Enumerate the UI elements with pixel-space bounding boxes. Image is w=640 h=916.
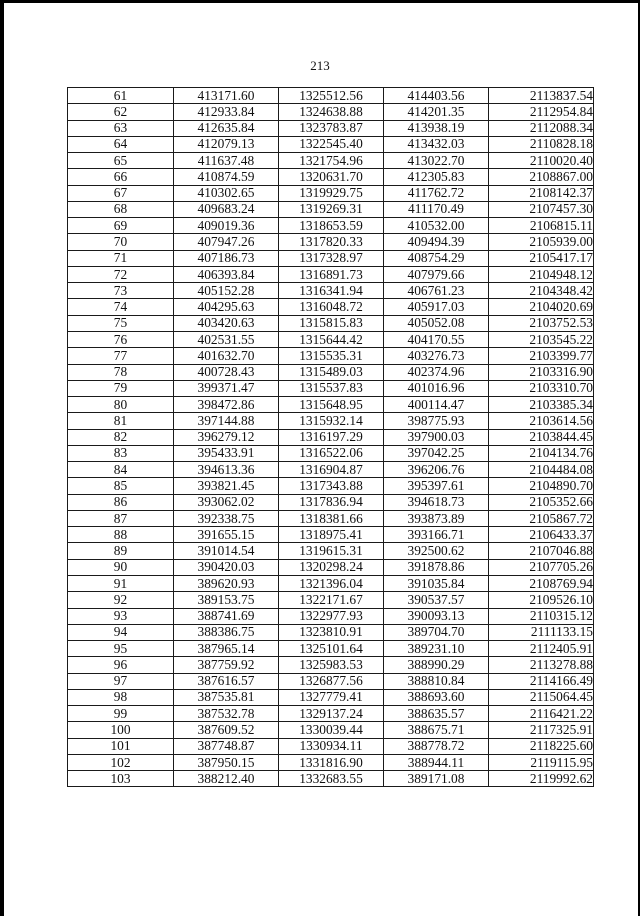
x-coord-1-cell: 403420.63	[174, 315, 279, 331]
x-coord-1-cell: 400728.43	[174, 364, 279, 380]
y-coord-2-cell: 2114166.49	[489, 673, 594, 689]
table-row	[68, 234, 594, 250]
y-coord-1-cell: 1316904.87	[279, 462, 384, 478]
table-row	[68, 592, 594, 608]
point-number-cell: 74	[68, 299, 174, 315]
x-coord-2-cell: 390093.13	[384, 608, 489, 624]
y-coord-1-cell: 1318975.41	[279, 527, 384, 543]
x-coord-2-cell: 410532.00	[384, 218, 489, 234]
table-row	[68, 331, 594, 347]
y-coord-2-cell: 2113278.88	[489, 657, 594, 673]
y-coord-1-cell: 1319929.75	[279, 185, 384, 201]
x-coord-1-cell: 410302.65	[174, 185, 279, 201]
x-coord-1-cell: 388741.69	[174, 608, 279, 624]
x-coord-1-cell: 413171.60	[174, 88, 279, 104]
x-coord-2-cell: 389171.08	[384, 771, 489, 787]
x-coord-2-cell: 413432.03	[384, 136, 489, 152]
y-coord-2-cell: 2105867.72	[489, 510, 594, 526]
x-coord-1-cell: 401632.70	[174, 348, 279, 364]
scan-edge-top	[0, 0, 640, 3]
y-coord-1-cell: 1315537.83	[279, 380, 384, 396]
table-row	[68, 543, 594, 559]
y-coord-2-cell: 2109526.10	[489, 592, 594, 608]
point-number-cell: 84	[68, 462, 174, 478]
y-coord-2-cell: 2104020.69	[489, 299, 594, 315]
x-coord-1-cell: 388386.75	[174, 624, 279, 640]
table-row	[68, 201, 594, 217]
table-row	[68, 364, 594, 380]
x-coord-2-cell: 391035.84	[384, 575, 489, 591]
y-coord-1-cell: 1315489.03	[279, 364, 384, 380]
table-row	[68, 754, 594, 770]
point-number-cell: 64	[68, 136, 174, 152]
y-coord-1-cell: 1324638.88	[279, 104, 384, 120]
table-row	[68, 218, 594, 234]
y-coord-1-cell: 1319269.31	[279, 201, 384, 217]
x-coord-1-cell: 407947.26	[174, 234, 279, 250]
y-coord-2-cell: 2104348.42	[489, 283, 594, 299]
y-coord-1-cell: 1316048.72	[279, 299, 384, 315]
y-coord-2-cell: 2106815.11	[489, 218, 594, 234]
x-coord-1-cell: 393821.45	[174, 478, 279, 494]
y-coord-2-cell: 2108769.94	[489, 575, 594, 591]
x-coord-1-cell: 389620.93	[174, 575, 279, 591]
x-coord-1-cell: 398472.86	[174, 397, 279, 413]
y-coord-2-cell: 2103310.70	[489, 380, 594, 396]
scan-edge-left	[0, 0, 4, 916]
table-row	[68, 462, 594, 478]
point-number-cell: 100	[68, 722, 174, 738]
x-coord-2-cell: 411170.49	[384, 201, 489, 217]
x-coord-1-cell: 396279.12	[174, 429, 279, 445]
y-coord-1-cell: 1325983.53	[279, 657, 384, 673]
y-coord-2-cell: 2117325.91	[489, 722, 594, 738]
point-number-cell: 99	[68, 706, 174, 722]
table-row	[68, 104, 594, 120]
x-coord-2-cell: 389704.70	[384, 624, 489, 640]
x-coord-2-cell: 397900.03	[384, 429, 489, 445]
table-row	[68, 624, 594, 640]
y-coord-2-cell: 2108142.37	[489, 185, 594, 201]
y-coord-1-cell: 1317836.94	[279, 494, 384, 510]
x-coord-1-cell: 389153.75	[174, 592, 279, 608]
x-coord-2-cell: 388675.71	[384, 722, 489, 738]
y-coord-1-cell: 1316341.94	[279, 283, 384, 299]
point-number-cell: 94	[68, 624, 174, 640]
x-coord-2-cell: 393873.89	[384, 510, 489, 526]
y-coord-1-cell: 1315648.95	[279, 397, 384, 413]
y-coord-1-cell: 1332683.55	[279, 771, 384, 787]
table-row	[68, 153, 594, 169]
x-coord-2-cell: 405052.08	[384, 315, 489, 331]
y-coord-2-cell: 2103316.90	[489, 364, 594, 380]
y-coord-2-cell: 2105352.66	[489, 494, 594, 510]
y-coord-1-cell: 1315815.83	[279, 315, 384, 331]
x-coord-1-cell: 404295.63	[174, 299, 279, 315]
y-coord-2-cell: 2105939.00	[489, 234, 594, 250]
point-number-cell: 65	[68, 153, 174, 169]
x-coord-2-cell: 396206.76	[384, 462, 489, 478]
y-coord-2-cell: 2111133.15	[489, 624, 594, 640]
x-coord-2-cell: 388635.57	[384, 706, 489, 722]
coordinates-table	[67, 87, 594, 787]
table-row	[68, 283, 594, 299]
x-coord-1-cell: 399371.47	[174, 380, 279, 396]
y-coord-1-cell: 1326877.56	[279, 673, 384, 689]
y-coord-2-cell: 2110020.40	[489, 153, 594, 169]
table-row	[68, 673, 594, 689]
y-coord-2-cell: 2119992.62	[489, 771, 594, 787]
x-coord-1-cell: 393062.02	[174, 494, 279, 510]
y-coord-2-cell: 2113837.54	[489, 88, 594, 104]
point-number-cell: 92	[68, 592, 174, 608]
y-coord-1-cell: 1319615.31	[279, 543, 384, 559]
x-coord-1-cell: 409683.24	[174, 201, 279, 217]
table-row	[68, 315, 594, 331]
x-coord-1-cell: 387759.92	[174, 657, 279, 673]
x-coord-1-cell: 411637.48	[174, 153, 279, 169]
y-coord-1-cell: 1318653.59	[279, 218, 384, 234]
point-number-cell: 77	[68, 348, 174, 364]
point-number-cell: 75	[68, 315, 174, 331]
y-coord-1-cell: 1317343.88	[279, 478, 384, 494]
point-number-cell: 79	[68, 380, 174, 396]
table-row	[68, 348, 594, 364]
y-coord-1-cell: 1322545.40	[279, 136, 384, 152]
table-row	[68, 527, 594, 543]
point-number-cell: 76	[68, 331, 174, 347]
x-coord-2-cell: 406761.23	[384, 283, 489, 299]
x-coord-2-cell: 390537.57	[384, 592, 489, 608]
y-coord-2-cell: 2115064.45	[489, 689, 594, 705]
point-number-cell: 71	[68, 250, 174, 266]
y-coord-2-cell: 2104948.12	[489, 266, 594, 282]
y-coord-1-cell: 1316197.29	[279, 429, 384, 445]
point-number-cell: 81	[68, 413, 174, 429]
point-number-cell: 68	[68, 201, 174, 217]
x-coord-1-cell: 397144.88	[174, 413, 279, 429]
table-row	[68, 266, 594, 282]
point-number-cell: 101	[68, 738, 174, 754]
x-coord-2-cell: 407979.66	[384, 266, 489, 282]
x-coord-1-cell: 395433.91	[174, 445, 279, 461]
table-row	[68, 722, 594, 738]
y-coord-1-cell: 1327779.41	[279, 689, 384, 705]
point-number-cell: 67	[68, 185, 174, 201]
x-coord-2-cell: 395397.61	[384, 478, 489, 494]
y-coord-2-cell: 2103545.22	[489, 331, 594, 347]
table-row	[68, 608, 594, 624]
y-coord-1-cell: 1320631.70	[279, 169, 384, 185]
table-row	[68, 136, 594, 152]
table-row	[68, 738, 594, 754]
y-coord-2-cell: 2107457.30	[489, 201, 594, 217]
y-coord-2-cell: 2107046.88	[489, 543, 594, 559]
y-coord-2-cell: 2118225.60	[489, 738, 594, 754]
table-row	[68, 641, 594, 657]
table-row	[68, 88, 594, 104]
x-coord-2-cell: 412305.83	[384, 169, 489, 185]
x-coord-1-cell: 387535.81	[174, 689, 279, 705]
point-number-cell: 63	[68, 120, 174, 136]
y-coord-1-cell: 1329137.24	[279, 706, 384, 722]
x-coord-1-cell: 392338.75	[174, 510, 279, 526]
point-number-cell: 97	[68, 673, 174, 689]
point-number-cell: 85	[68, 478, 174, 494]
y-coord-1-cell: 1315644.42	[279, 331, 384, 347]
x-coord-2-cell: 388810.84	[384, 673, 489, 689]
x-coord-2-cell: 388990.29	[384, 657, 489, 673]
y-coord-1-cell: 1315535.31	[279, 348, 384, 364]
y-coord-1-cell: 1323810.91	[279, 624, 384, 640]
y-coord-2-cell: 2110828.18	[489, 136, 594, 152]
point-number-cell: 82	[68, 429, 174, 445]
point-number-cell: 61	[68, 88, 174, 104]
y-coord-1-cell: 1330934.11	[279, 738, 384, 754]
table-row	[68, 575, 594, 591]
point-number-cell: 87	[68, 510, 174, 526]
y-coord-2-cell: 2112954.84	[489, 104, 594, 120]
y-coord-2-cell: 2103399.77	[489, 348, 594, 364]
y-coord-1-cell: 1331816.90	[279, 754, 384, 770]
y-coord-2-cell: 2107705.26	[489, 559, 594, 575]
y-coord-2-cell: 2104134.76	[489, 445, 594, 461]
x-coord-1-cell: 407186.73	[174, 250, 279, 266]
point-number-cell: 86	[68, 494, 174, 510]
x-coord-2-cell: 400114.47	[384, 397, 489, 413]
x-coord-1-cell: 405152.28	[174, 283, 279, 299]
y-coord-1-cell: 1323783.87	[279, 120, 384, 136]
x-coord-2-cell: 394618.73	[384, 494, 489, 510]
x-coord-2-cell: 388944.11	[384, 754, 489, 770]
x-coord-1-cell: 387965.14	[174, 641, 279, 657]
x-coord-1-cell: 409019.36	[174, 218, 279, 234]
x-coord-2-cell: 403276.73	[384, 348, 489, 364]
x-coord-2-cell: 397042.25	[384, 445, 489, 461]
point-number-cell: 69	[68, 218, 174, 234]
table-row	[68, 689, 594, 705]
table-row	[68, 559, 594, 575]
y-coord-2-cell: 2103385.34	[489, 397, 594, 413]
x-coord-1-cell: 387748.87	[174, 738, 279, 754]
x-coord-1-cell: 391014.54	[174, 543, 279, 559]
x-coord-2-cell: 413938.19	[384, 120, 489, 136]
table-row	[68, 299, 594, 315]
point-number-cell: 80	[68, 397, 174, 413]
table-row	[68, 494, 594, 510]
x-coord-2-cell: 414201.35	[384, 104, 489, 120]
x-coord-2-cell: 405917.03	[384, 299, 489, 315]
point-number-cell: 72	[68, 266, 174, 282]
point-number-cell: 90	[68, 559, 174, 575]
x-coord-2-cell: 414403.56	[384, 88, 489, 104]
point-number-cell: 66	[68, 169, 174, 185]
x-coord-2-cell: 413022.70	[384, 153, 489, 169]
x-coord-2-cell: 401016.96	[384, 380, 489, 396]
table-row	[68, 169, 594, 185]
x-coord-2-cell: 402374.96	[384, 364, 489, 380]
y-coord-1-cell: 1330039.44	[279, 722, 384, 738]
y-coord-2-cell: 2108867.00	[489, 169, 594, 185]
table-row	[68, 413, 594, 429]
y-coord-1-cell: 1322171.67	[279, 592, 384, 608]
point-number-cell: 83	[68, 445, 174, 461]
point-number-cell: 73	[68, 283, 174, 299]
x-coord-2-cell: 388693.60	[384, 689, 489, 705]
x-coord-1-cell: 387950.15	[174, 754, 279, 770]
point-number-cell: 62	[68, 104, 174, 120]
x-coord-2-cell: 409494.39	[384, 234, 489, 250]
x-coord-1-cell: 406393.84	[174, 266, 279, 282]
table-row	[68, 397, 594, 413]
x-coord-1-cell: 412635.84	[174, 120, 279, 136]
table-row	[68, 478, 594, 494]
y-coord-2-cell: 2104890.70	[489, 478, 594, 494]
point-number-cell: 102	[68, 754, 174, 770]
x-coord-1-cell: 387616.57	[174, 673, 279, 689]
y-coord-2-cell: 2110315.12	[489, 608, 594, 624]
y-coord-1-cell: 1316522.06	[279, 445, 384, 461]
y-coord-1-cell: 1320298.24	[279, 559, 384, 575]
y-coord-1-cell: 1325512.56	[279, 88, 384, 104]
x-coord-1-cell: 387609.52	[174, 722, 279, 738]
point-number-cell: 103	[68, 771, 174, 787]
y-coord-1-cell: 1322977.93	[279, 608, 384, 624]
page-number: 213	[310, 58, 330, 73]
table-row	[68, 120, 594, 136]
x-coord-2-cell: 388778.72	[384, 738, 489, 754]
y-coord-2-cell: 2112405.91	[489, 641, 594, 657]
x-coord-1-cell: 391655.15	[174, 527, 279, 543]
x-coord-2-cell: 411762.72	[384, 185, 489, 201]
y-coord-2-cell: 2103844.45	[489, 429, 594, 445]
x-coord-1-cell: 402531.55	[174, 331, 279, 347]
x-coord-2-cell: 398775.93	[384, 413, 489, 429]
x-coord-2-cell: 391878.86	[384, 559, 489, 575]
x-coord-1-cell: 394613.36	[174, 462, 279, 478]
point-number-cell: 96	[68, 657, 174, 673]
table-row	[68, 250, 594, 266]
y-coord-1-cell: 1317820.33	[279, 234, 384, 250]
y-coord-2-cell: 2106433.37	[489, 527, 594, 543]
y-coord-1-cell: 1321396.04	[279, 575, 384, 591]
x-coord-1-cell: 388212.40	[174, 771, 279, 787]
coordinates-table-body	[68, 88, 594, 787]
y-coord-2-cell: 2103614.56	[489, 413, 594, 429]
x-coord-1-cell: 412079.13	[174, 136, 279, 152]
x-coord-1-cell: 412933.84	[174, 104, 279, 120]
table-row	[68, 706, 594, 722]
y-coord-2-cell: 2104484.08	[489, 462, 594, 478]
y-coord-1-cell: 1318381.66	[279, 510, 384, 526]
table-row	[68, 771, 594, 787]
point-number-cell: 93	[68, 608, 174, 624]
y-coord-1-cell: 1317328.97	[279, 250, 384, 266]
table-row	[68, 657, 594, 673]
y-coord-1-cell: 1325101.64	[279, 641, 384, 657]
point-number-cell: 88	[68, 527, 174, 543]
table-row	[68, 380, 594, 396]
point-number-cell: 91	[68, 575, 174, 591]
x-coord-2-cell: 392500.62	[384, 543, 489, 559]
y-coord-1-cell: 1315932.14	[279, 413, 384, 429]
point-number-cell: 95	[68, 641, 174, 657]
point-number-cell: 98	[68, 689, 174, 705]
point-number-cell: 70	[68, 234, 174, 250]
y-coord-2-cell: 2103752.53	[489, 315, 594, 331]
x-coord-2-cell: 408754.29	[384, 250, 489, 266]
y-coord-2-cell: 2116421.22	[489, 706, 594, 722]
point-number-cell: 89	[68, 543, 174, 559]
x-coord-2-cell: 393166.71	[384, 527, 489, 543]
y-coord-2-cell: 2105417.17	[489, 250, 594, 266]
table-row	[68, 429, 594, 445]
x-coord-2-cell: 389231.10	[384, 641, 489, 657]
table-row	[68, 510, 594, 526]
y-coord-1-cell: 1321754.96	[279, 153, 384, 169]
x-coord-1-cell: 410874.59	[174, 169, 279, 185]
x-coord-2-cell: 404170.55	[384, 331, 489, 347]
x-coord-1-cell: 390420.03	[174, 559, 279, 575]
y-coord-2-cell: 2112088.34	[489, 120, 594, 136]
y-coord-1-cell: 1316891.73	[279, 266, 384, 282]
y-coord-2-cell: 2119115.95	[489, 754, 594, 770]
x-coord-1-cell: 387532.78	[174, 706, 279, 722]
table-row	[68, 445, 594, 461]
table-row	[68, 185, 594, 201]
point-number-cell: 78	[68, 364, 174, 380]
